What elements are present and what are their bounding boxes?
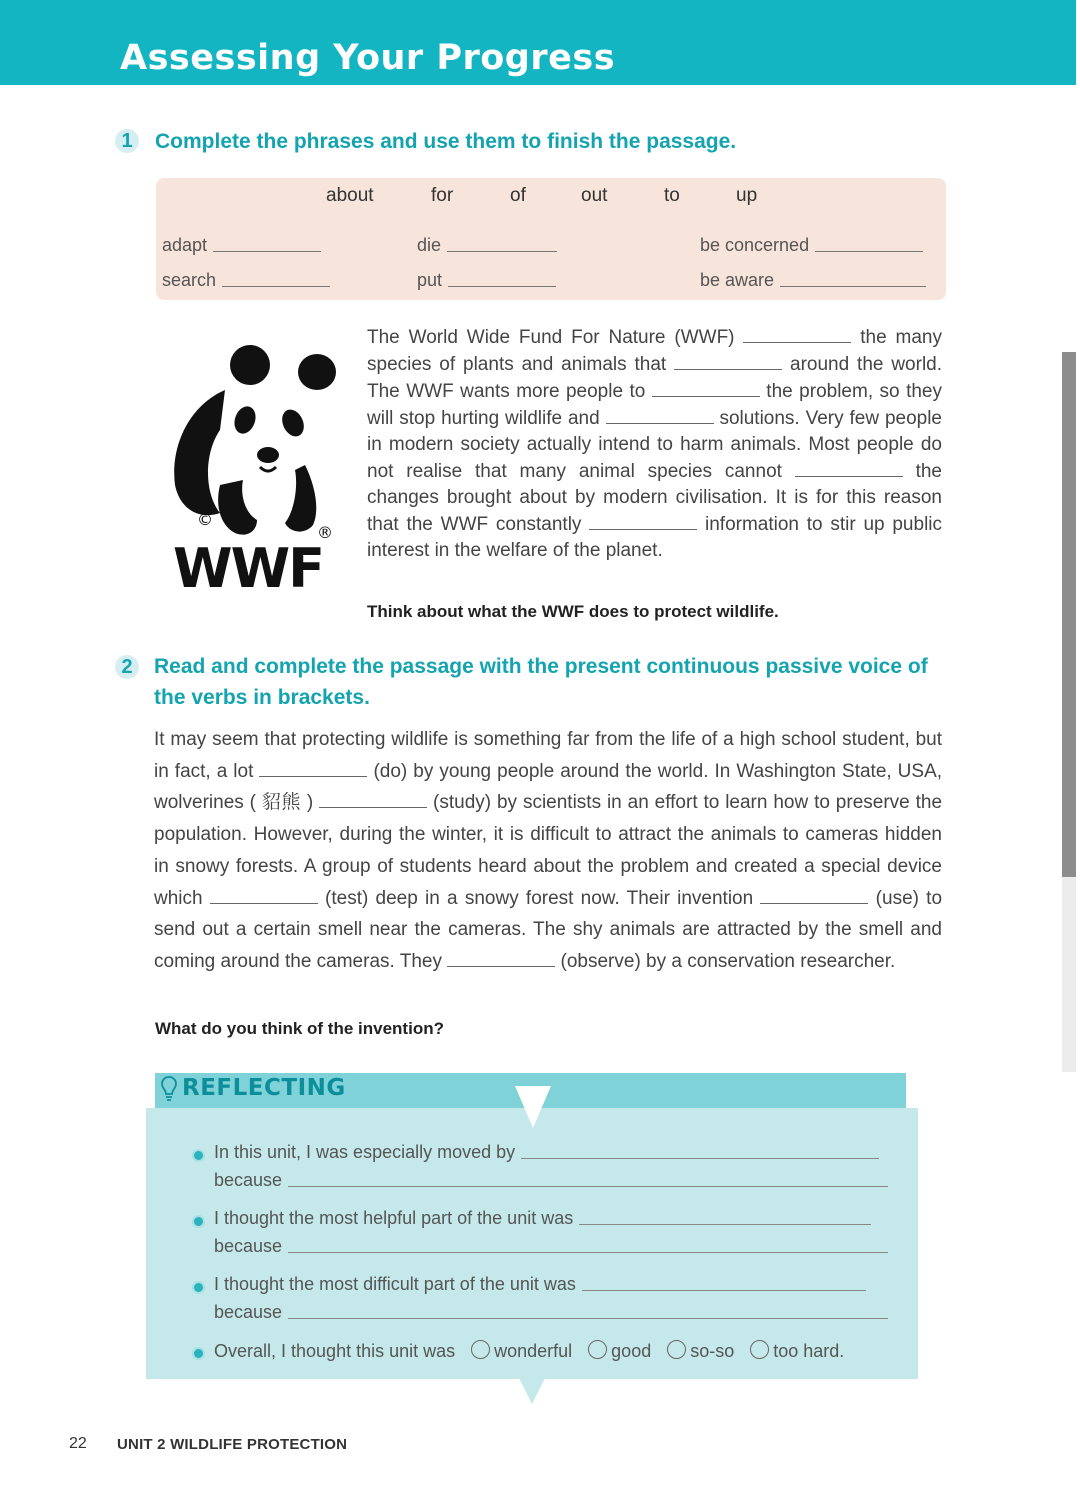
preposition-about: about [326,185,374,206]
radio-good[interactable] [588,1340,607,1359]
reflect-overall: Overall, I thought this unit was wonderful good so-so too hard. [214,1340,845,1361]
blank-7[interactable] [259,758,367,777]
reflect-item-3[interactable]: I thought the most difficult part of the unit was [214,1274,866,1295]
scrollbar-thumb[interactable] [1062,352,1076,877]
wwf-logo [165,335,345,595]
radio-so-so[interactable] [667,1340,686,1359]
copyright-mark: © [197,510,213,529]
panda-icon [165,335,345,595]
registered-mark: ® [317,523,333,542]
preposition-of: of [510,185,526,206]
reflect-because-1[interactable]: because [214,1170,888,1191]
unit-label: UNIT 2 WILDLIFE PROTECTION [117,1436,348,1453]
bullet-icon [192,1149,205,1162]
phrase-search[interactable]: search [162,270,330,291]
phrase-die[interactable]: die [417,235,557,256]
blank-2[interactable] [674,351,782,370]
phrase-adapt[interactable]: adapt [162,235,321,256]
wwf-logo-text: WWF [173,537,324,595]
question-2-prompt: What do you think of the invention? [155,1019,444,1038]
reflect-item-1[interactable]: In this unit, I was especially moved by [214,1142,879,1163]
radio-too-hard[interactable] [750,1340,769,1359]
lightbulb-icon [160,1075,178,1105]
passage-2: It may seem that protecting wildlife is something far from the life of a high school student, but in fact, a lot (do) by young people around the world. In Washington State, USA, wolverines ( 貂熊 ) (study) by scientists in an effort to learn how to preserve the population. However, during the winter, it is difficult to attract the animals to cameras hidden in snowy forests. A group of students heard about the problem and created a special device which (test) deep in a snowy forest now. Their invention (use) to send out a certain smell near the cameras. The shy animals are attracted by the smell and coming around the cameras. They (observe) by a conservation researcher. [154,729,943,972]
blank-8[interactable] [319,789,427,808]
preposition-out: out [581,185,608,206]
reflect-item-2[interactable]: I thought the most helpful part of the unit was [214,1208,871,1229]
page-title: Assessing Your Progress [120,38,616,78]
question-1-prompt: Think about what the WWF does to protect wildlife. [367,602,779,621]
preposition-for: for [431,185,454,206]
blank-10[interactable] [760,885,868,904]
blank-1[interactable] [743,324,851,343]
bullet-icon [192,1347,205,1360]
page-header [0,0,1076,85]
bullet-icon [192,1215,205,1228]
question-2-number: 2 [115,655,139,679]
reflect-because-2[interactable]: because [214,1236,888,1257]
reflecting-title: REFLECTING [182,1075,346,1101]
preposition-up: up [736,185,758,206]
reflecting-pointer [519,1378,545,1404]
blank-9[interactable] [210,885,318,904]
question-2-instruction: Read and complete the passage with the present continuous passive voice of the verbs in brackets. [154,655,928,709]
blank-11[interactable] [447,948,555,967]
reflecting-notch [515,1086,551,1128]
phrase-be-concerned[interactable]: be concerned [700,235,923,256]
radio-wonderful[interactable] [471,1340,490,1359]
phrase-be-aware[interactable]: be aware [700,270,926,291]
question-1-instruction: Complete the phrases and use them to finish the passage. [155,130,737,153]
passage-1: The World Wide Fund For Nature (WWF) the many species of plants and animals that around the world. The WWF wants more people to the problem, so they will stop hurting wildlife and solutions. Very few people in modern society actually intend to harm animals. Most people do not realise that many animal species cannot the changes brought about by modern civilisation. It is for this reason that the WWF constantly information to stir up public interest in the welfare of the planet. [367,324,942,564]
page-number: 22 [69,1435,87,1452]
preposition-to: to [664,185,680,206]
question-1-number: 1 [115,129,139,153]
blank-4[interactable] [606,405,714,424]
phrase-put[interactable]: put [417,270,556,291]
scrollbar-track[interactable] [1062,877,1076,1072]
reflect-because-3[interactable]: because [214,1302,888,1323]
blank-5[interactable] [795,458,903,477]
blank-6[interactable] [589,511,697,530]
blank-3[interactable] [652,378,760,397]
bullet-icon [192,1281,205,1294]
